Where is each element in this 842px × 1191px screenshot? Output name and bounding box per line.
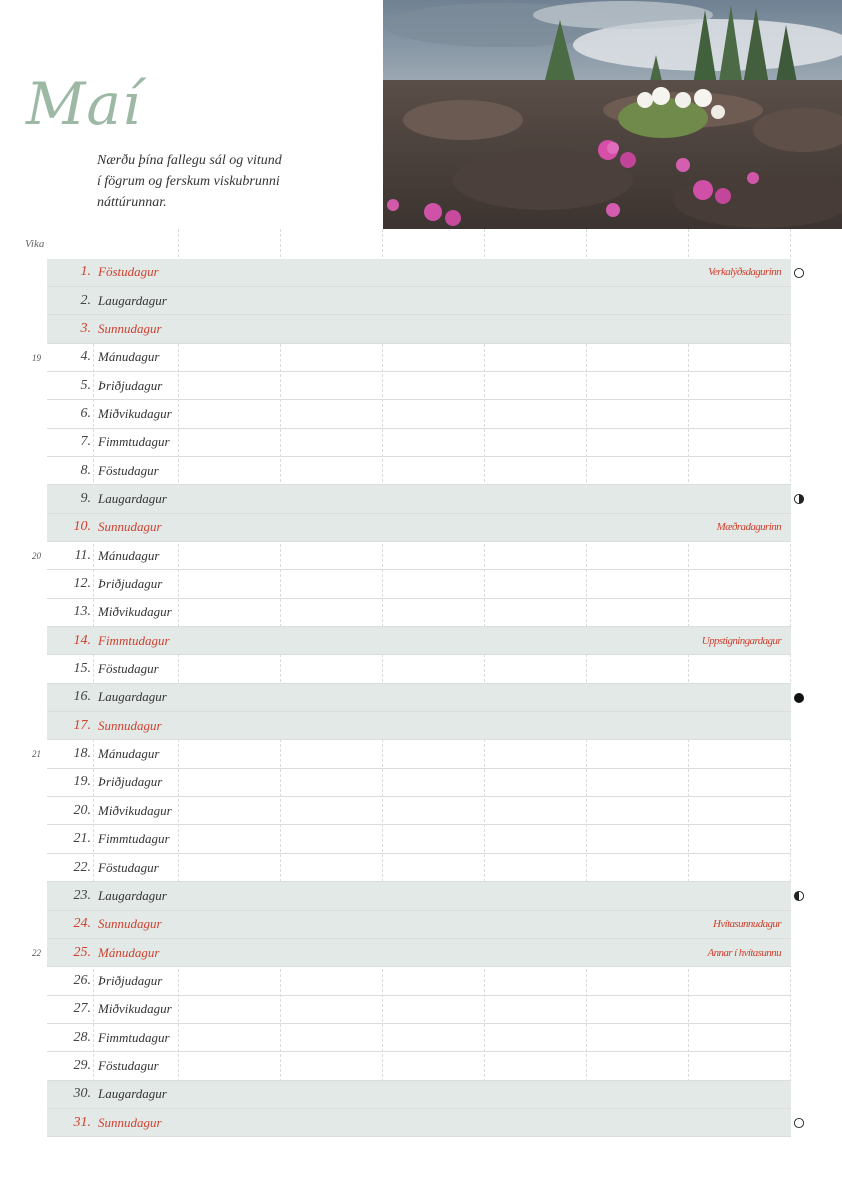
day-row <box>47 797 791 825</box>
day-name: Þriðjudagur <box>98 972 163 988</box>
day-name: Fimmtudagur <box>98 632 170 648</box>
day-row <box>47 769 791 797</box>
day-name: Fimmtudagur <box>98 1029 170 1045</box>
day-row <box>47 599 791 627</box>
day-number: 6. <box>80 405 91 421</box>
day-name: Sunnudagur <box>98 1114 162 1130</box>
day-name: Miðvikudagur <box>98 1001 172 1017</box>
day-name: Föstudagur <box>98 1057 159 1073</box>
day-number: 9. <box>80 490 91 506</box>
day-name: Föstudagur <box>98 462 159 478</box>
day-number: 28. <box>73 1029 91 1045</box>
day-number: 8. <box>80 462 91 478</box>
day-row <box>47 485 791 513</box>
day-number: 26. <box>73 972 91 988</box>
day-row <box>47 1109 791 1137</box>
day-row <box>47 287 791 315</box>
day-name: Miðvikudagur <box>98 405 172 421</box>
day-row <box>47 315 791 343</box>
day-row <box>47 967 791 995</box>
day-name: Laugardagur <box>98 1086 167 1102</box>
day-number: 7. <box>80 434 91 450</box>
day-name: Þriðjudagur <box>98 774 163 790</box>
day-name: Laugardagur <box>98 292 167 308</box>
day-number: 30. <box>73 1086 91 1102</box>
day-row <box>47 429 791 457</box>
day-row <box>47 1081 791 1109</box>
day-number: 17. <box>73 717 91 733</box>
day-row <box>47 911 791 939</box>
day-name: Mánudagur <box>98 349 160 365</box>
day-row <box>47 882 791 910</box>
day-number: 11. <box>74 547 91 563</box>
day-row <box>47 627 791 655</box>
week-number: 20 <box>32 551 41 561</box>
day-number: 31. <box>73 1114 91 1130</box>
day-name: Mánudagur <box>98 746 160 762</box>
quote-line-2: í fögrum og ferskum viskubrunni <box>97 174 280 189</box>
day-row <box>47 514 791 542</box>
day-row <box>47 854 791 882</box>
day-number: 13. <box>73 604 91 620</box>
day-number: 21. <box>73 831 91 847</box>
day-row <box>47 400 791 428</box>
day-number: 18. <box>73 746 91 762</box>
day-name: Sunnudagur <box>98 717 162 733</box>
week-number: 22 <box>32 947 41 958</box>
day-number: 27. <box>73 1001 91 1017</box>
day-name: Þriðjudagur <box>98 377 163 393</box>
nature-photo <box>383 0 842 229</box>
day-number: 1. <box>80 264 91 280</box>
day-name: Laugardagur <box>98 490 167 506</box>
day-number: 10. <box>73 519 91 535</box>
day-row <box>47 826 791 854</box>
day-number: 14. <box>73 632 91 648</box>
day-number: 5. <box>80 377 91 393</box>
day-name: Miðvikudagur <box>98 604 172 620</box>
last-quarter-moon-icon <box>793 493 805 505</box>
day-number: 22. <box>73 859 91 875</box>
day-name: Mánudagur <box>98 944 160 960</box>
day-number: 15. <box>73 661 91 677</box>
day-number: 23. <box>73 887 91 903</box>
day-number: 20. <box>73 802 91 818</box>
day-name: Sunnudagur <box>98 916 162 932</box>
day-row <box>47 259 791 287</box>
day-name: Föstudagur <box>98 264 159 280</box>
week-number: 19 <box>32 352 41 363</box>
quote <box>97 150 347 213</box>
day-name: Mánudagur <box>98 547 160 563</box>
day-row <box>47 1024 791 1052</box>
new-moon-icon <box>793 692 805 704</box>
holiday-label: Mæðradagurinn <box>716 521 781 534</box>
day-number: 24. <box>73 916 91 932</box>
first-quarter-moon-icon <box>793 890 805 902</box>
day-name: Laugardagur <box>98 689 167 705</box>
week-column-header: Vika <box>25 238 45 250</box>
day-number: 3. <box>80 320 91 336</box>
day-number: 12. <box>73 576 91 592</box>
day-name: Sunnudagur <box>98 519 162 535</box>
day-name: Þriðjudagur <box>98 576 163 592</box>
holiday-label: Annar í hvítasunnu <box>707 946 781 959</box>
day-number: 29. <box>73 1057 91 1073</box>
day-row <box>47 996 791 1024</box>
day-row <box>47 570 791 598</box>
day-name: Föstudagur <box>98 661 159 677</box>
day-row <box>47 712 791 740</box>
week-number: 21 <box>32 749 41 760</box>
quote-line-1: Nærðu þína fallegu sál og vitund <box>97 153 282 168</box>
day-row <box>47 542 791 570</box>
day-row <box>47 457 791 485</box>
day-row <box>47 372 791 400</box>
day-number: 19. <box>73 774 91 790</box>
full-moon-icon <box>793 267 805 279</box>
day-number: 25. <box>73 944 91 960</box>
holiday-label: Uppstigningardagur <box>701 634 781 647</box>
day-number: 2. <box>80 292 91 308</box>
holiday-label: Verkalýðsdagurinn <box>708 266 781 279</box>
day-row <box>47 344 791 372</box>
holiday-label: Hvítasunnudagur <box>712 918 781 931</box>
full-moon-icon <box>793 1117 805 1129</box>
day-row <box>47 939 791 967</box>
day-row <box>47 655 791 683</box>
day-row <box>47 684 791 712</box>
day-name: Sunnudagur <box>98 320 162 336</box>
day-name: Miðvikudagur <box>98 802 172 818</box>
day-row <box>47 740 791 768</box>
day-name: Föstudagur <box>98 859 159 875</box>
day-number: 16. <box>73 689 91 705</box>
day-number: 4. <box>80 349 91 365</box>
day-name: Fimmtudagur <box>98 831 170 847</box>
day-row <box>47 1052 791 1080</box>
quote-line-3: náttúrunnar. <box>97 195 167 210</box>
day-name: Laugardagur <box>98 887 167 903</box>
day-name: Fimmtudagur <box>98 434 170 450</box>
month-title: Maí <box>26 70 142 138</box>
